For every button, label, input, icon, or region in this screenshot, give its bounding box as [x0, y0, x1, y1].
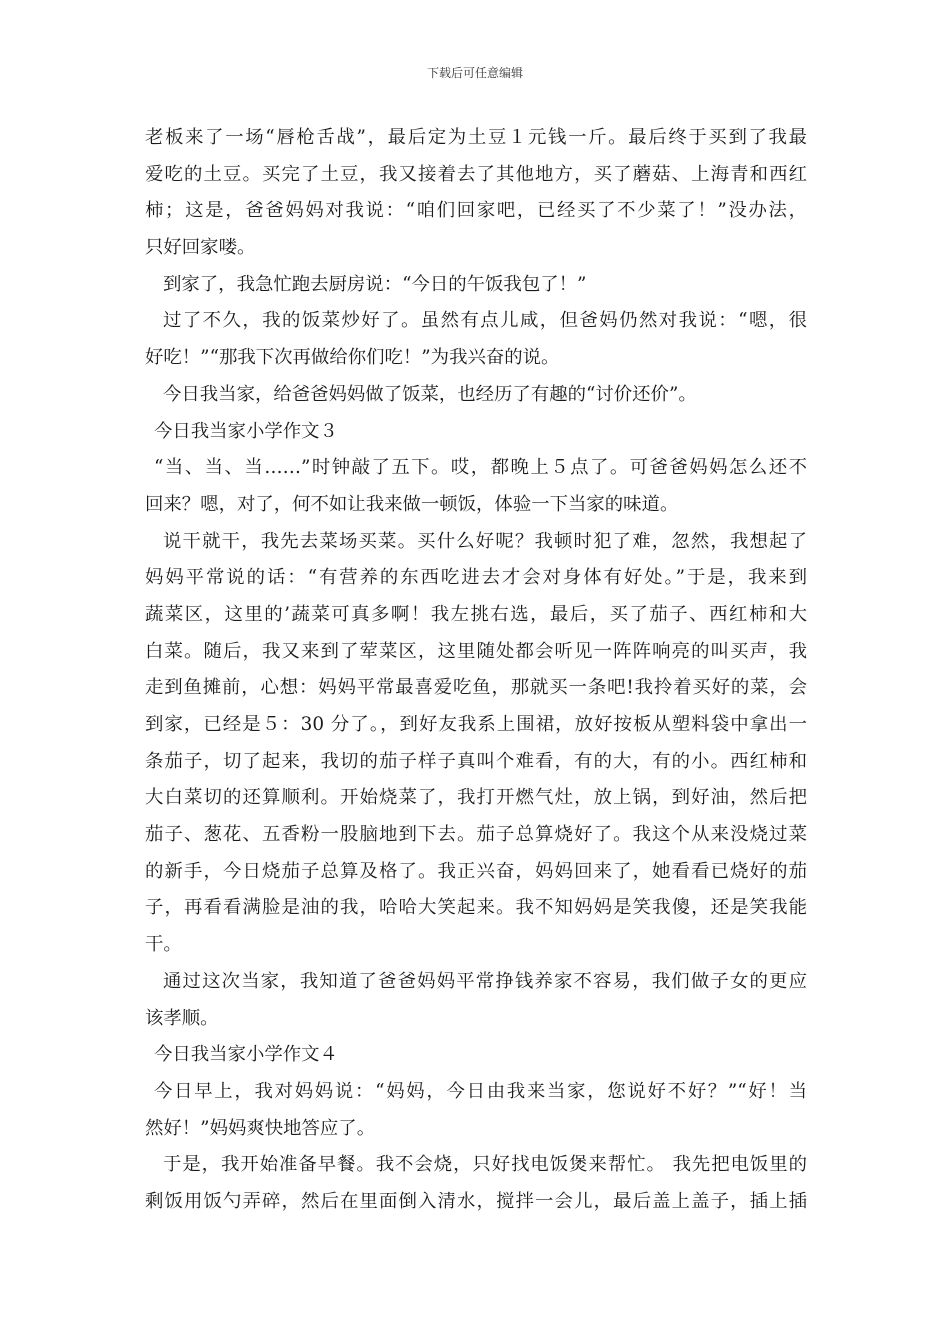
text-line: 过了不久，我的饭菜炒好了。虽然有点儿咸，但爸妈仍然对我说：“嗯，很 [163, 310, 807, 332]
text-line: 老板来了一场“唇枪舌战”，最后定为土豆１元钱一斤。最后终于买到了我最 [145, 127, 807, 148]
text-line: 大白菜切的还算顺利。开始烧菜了，我打开燃气灶，放上锅，到好油，然后把 [145, 787, 807, 809]
text-line: 走到鱼摊前，心想：妈妈平常最喜爱吃鱼，那就买一条吧!我拎着买好的菜，会 [145, 677, 807, 699]
essay-body [145, 120, 807, 1221]
text-line: 条茄子，切了起来，我切的茄子样子真叫个难看，有的大，有的小。西红柿和 [145, 750, 807, 772]
text-line: 今日早上，我对妈妈说：“妈妈，今日由我来当家，您说好不好？”“好！当 [154, 1080, 807, 1102]
text-line: 回来？嗯，对了，何不如让我来做一顿饭，体验一下当家的味道。 [145, 493, 679, 515]
text-line: 好吃！”“那我下次再做给你们吃！”为我兴奋的说。 [145, 347, 560, 369]
text-line: 茄子、葱花、五香粉一股脑地到下去。茄子总算烧好了。我这个从来没烧过菜 [145, 824, 807, 846]
text-line: 的新手，今日烧茄子总算及格了。我正兴奋，妈妈回来了，她看看已烧好的茄 [145, 860, 807, 882]
text-line: 剩饭用饭勺弄碎，然后在里面倒入清水，搅拌一会儿，最后盖上盖子，插上插 [145, 1190, 807, 1212]
text-line: 爱吃的土豆。买完了土豆，我又接着去了其他地方，买了蘑菇、上海青和西红 [145, 163, 807, 185]
text-line: 今日我当家小学作文３ [154, 420, 338, 442]
text-line: 柿；这是，爸爸妈妈对我说：“咱们回家吧，已经买了不少菜了！”没办法， [145, 200, 807, 222]
text-line: “当、当、当……”时钟敲了五下。哎，都晚上５点了。可爸爸妈妈怎么还不 [154, 457, 807, 479]
text-line: 今日我当家，给爸爸妈妈做了饭菜，也经历了有趣的“讨价还价”。 [163, 383, 697, 405]
text-line: 干。 [145, 934, 182, 956]
text-line: 到家，已经是５：30 分了。，到好友我系上围裙，放好按板从塑料袋中拿出一 [145, 714, 807, 735]
text-line: 到家了，我急忙跑去厨房说：“今日的午饭我包了！” [163, 273, 587, 295]
text-line: 说干就干，我先去菜场买菜。买什么好呢？我顿时犯了难，忽然，我想起了 [163, 530, 807, 552]
text-line: 妈妈平常说的话：“有营养的东西吃进去才会对身体有好处。”于是，我来到 [145, 567, 807, 589]
text-line: 白菜。随后，我又来到了荤菜区，这里随处都会听见一阵阵响亮的叫买声，我 [145, 640, 807, 662]
text-line: 今日我当家小学作文４ [154, 1044, 338, 1066]
page-header: 下载后可任意编辑 [426, 66, 523, 80]
text-line: 蔬菜区，这里的’蔬菜可真多啊！我左挑右选，最后，买了茄子、西红柿和大 [145, 603, 807, 625]
text-line: 于是，我开始准备早餐。我不会烧，只好找电饭煲来帮忙。 我先把电饭里的 [163, 1154, 807, 1176]
text-line: 子，再看看满脸是油的我，哈哈大笑起来。我不知妈妈是笑我傻，还是笑我能 [145, 897, 807, 919]
text-line: 然好！”妈妈爽快地答应了。 [145, 1117, 376, 1139]
text-line: 只好回家喽。 [145, 237, 256, 259]
text-line: 通过这次当家，我知道了爸爸妈妈平常挣钱养家不容易，我们做子女的更应 [163, 970, 807, 992]
text-line: 该孝顺。 [145, 1007, 219, 1029]
